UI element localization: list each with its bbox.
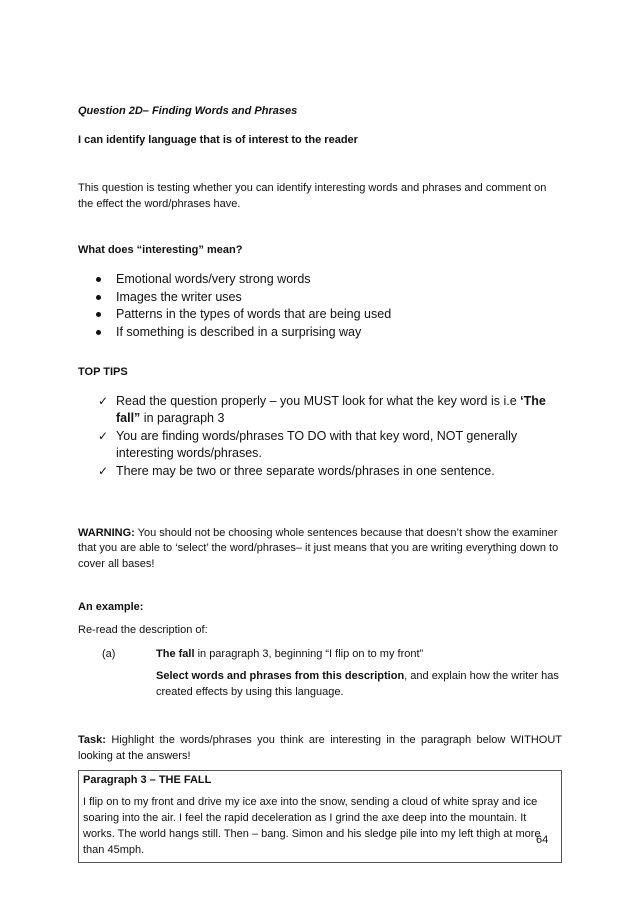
interesting-heading: What does “interesting” mean? bbox=[78, 243, 243, 256]
checkmark-icon: ✓ bbox=[98, 394, 109, 409]
bullet-icon bbox=[96, 295, 101, 300]
tip-item: ✓ You are finding words/phrases TO DO with that key word, NOT generally interesting words/phrases. bbox=[98, 428, 518, 460]
example-heading: An example: bbox=[78, 601, 144, 614]
warning-paragraph: WARNING: You should not be choosing whole sentences because that doesn’t show the examiner that you are able to ‘select’ the word/phrases– it just means that you are writing everything down to cover all bases! bbox=[78, 526, 559, 571]
list-item: Emotional words/very strong words bbox=[78, 271, 562, 288]
top-tips-list bbox=[78, 393, 562, 479]
example-instruction: Select words and phrases from this description, and explain how the writer has created effects by using this language. bbox=[156, 670, 559, 699]
bullet-icon bbox=[96, 312, 101, 317]
tip-item: ✓ There may be two or three separate words/phrases in one sentence. bbox=[98, 463, 495, 478]
list-item: If something is described in a surprising way bbox=[78, 324, 562, 341]
tip-item: ✓ Read the question properly – you MUST look for what the key word is i.e ‘The fall” in paragraph 3 bbox=[98, 394, 546, 425]
checkmark-icon: ✓ bbox=[98, 428, 109, 443]
paragraph-box-text: I flip on to my front and drive my ice axe into the snow, sending a cloud of white spray and ice soaring into the air. I feel the rapid deceleration as I grind the axe deep into the mountain. It works. The world hangs still. Then – bang. Simon and his sledge pile into my left thigh at more than 45mph. bbox=[83, 795, 541, 856]
checkmark-icon: ✓ bbox=[98, 463, 109, 478]
paragraph-box bbox=[78, 770, 562, 863]
warning-label: WARNING: bbox=[78, 526, 135, 539]
page-number: 64 bbox=[536, 834, 549, 846]
example-item-label: (a) bbox=[102, 648, 116, 661]
example-item: (a) The fall in paragraph 3, beginning “I flip on to my front” bbox=[78, 647, 562, 663]
list-item: Images the writer uses bbox=[78, 289, 562, 306]
bullet-icon bbox=[96, 277, 101, 282]
bullet-icon bbox=[96, 330, 101, 335]
task-paragraph: Task: Highlight the words/phrases you think are interesting in the paragraph below WITHOUT looking at the answers! bbox=[78, 734, 562, 762]
top-tips-heading: TOP TIPS bbox=[78, 366, 128, 379]
intro-paragraph: This question is testing whether you can identify interesting words and phrases and comment on the effect the word/phrases have. bbox=[78, 181, 547, 210]
list-item: Patterns in the types of words that are being used bbox=[78, 306, 562, 323]
task-label: Task: bbox=[78, 734, 106, 746]
learning-objective: I can identify language that is of interest to the reader bbox=[78, 133, 358, 146]
question-title: Question 2D– Finding Words and Phrases bbox=[78, 105, 298, 117]
interesting-list bbox=[78, 271, 562, 342]
paragraph-box-title: Paragraph 3 – THE FALL bbox=[83, 773, 212, 786]
reread-line: Re-read the description of: bbox=[78, 624, 208, 637]
document-page bbox=[78, 104, 562, 863]
